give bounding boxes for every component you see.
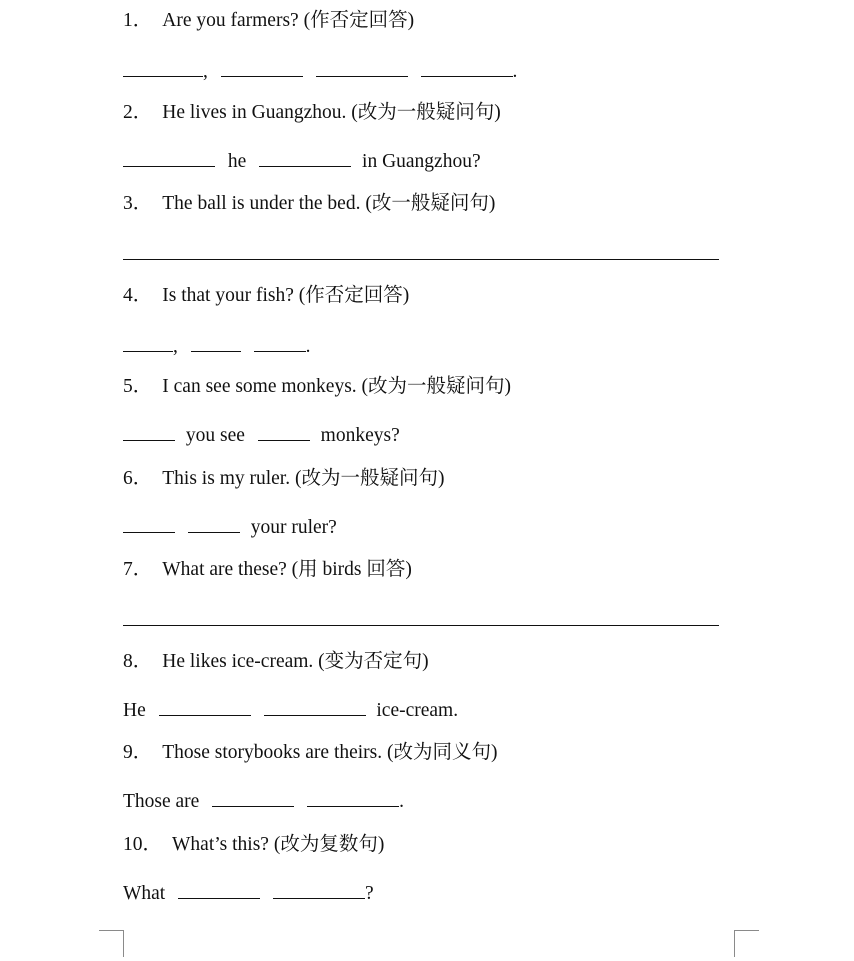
question-text: He lives in Guangzhou. (改为一般疑问句) xyxy=(162,102,501,123)
answer-blank[interactable] xyxy=(159,695,251,716)
answer-blank[interactable] xyxy=(178,878,260,899)
question-9 xyxy=(123,740,498,766)
page-corner-mark-right xyxy=(734,930,759,957)
question-5 xyxy=(123,374,511,400)
answer-word: monkeys? xyxy=(320,425,400,446)
answer-word: He xyxy=(123,700,146,721)
answer-blank[interactable] xyxy=(307,786,399,807)
answer-full-line-3[interactable] xyxy=(123,259,719,260)
question-number: 4． xyxy=(123,285,153,306)
question-text: The ball is under the bed. (改一般疑问句) xyxy=(162,193,496,214)
question-4 xyxy=(123,283,409,309)
answer-blank[interactable] xyxy=(188,512,240,533)
answer-word: Those are xyxy=(123,791,200,812)
answer-line-8 xyxy=(123,695,458,721)
answer-blank[interactable] xyxy=(254,331,306,352)
answer-blank[interactable] xyxy=(123,56,203,77)
answer-word: you see xyxy=(185,425,245,446)
answer-word: your ruler? xyxy=(250,517,337,538)
question-text: This is my ruler. (改为一般疑问句) xyxy=(162,468,445,489)
answer-blank[interactable] xyxy=(258,420,310,441)
question-1 xyxy=(123,8,414,34)
period: . xyxy=(512,61,518,82)
question-text: Is that your fish? (作否定回答) xyxy=(162,285,410,306)
question-number: 1． xyxy=(123,10,153,31)
comma: , xyxy=(173,336,178,357)
answer-word: ice-cream. xyxy=(376,700,459,721)
answer-blank[interactable] xyxy=(316,56,408,77)
answer-word: What xyxy=(123,883,166,904)
answer-line-10 xyxy=(123,878,374,904)
answer-blank[interactable] xyxy=(264,695,366,716)
answer-line-1 xyxy=(123,56,517,82)
answer-blank[interactable] xyxy=(191,331,241,352)
question-8 xyxy=(123,649,429,675)
period: . xyxy=(399,791,404,812)
answer-blank[interactable] xyxy=(221,56,303,77)
answer-blank[interactable] xyxy=(123,331,173,352)
answer-blank[interactable] xyxy=(421,56,513,77)
page-corner-mark-left xyxy=(99,930,124,957)
answer-blank[interactable] xyxy=(123,420,175,441)
answer-blank[interactable] xyxy=(259,146,351,167)
answer-line-5 xyxy=(123,420,400,446)
question-number: 9． xyxy=(123,742,153,763)
question-number: 5． xyxy=(123,376,153,397)
question-3 xyxy=(123,191,495,217)
answer-word: in Guangzhou? xyxy=(362,151,481,172)
answer-line-2 xyxy=(123,146,481,172)
question-text: Are you farmers? (作否定回答) xyxy=(162,10,415,31)
question-text: What’s this? (改为复数句) xyxy=(172,834,385,855)
question-number: 2． xyxy=(123,102,153,123)
question-6 xyxy=(123,466,444,492)
answer-blank[interactable] xyxy=(273,878,365,899)
question-number: 10． xyxy=(123,834,163,855)
comma: , xyxy=(203,61,208,82)
answer-line-9 xyxy=(123,786,404,812)
question-number: 6． xyxy=(123,468,153,489)
question-text: He likes ice-cream. (变为否定句) xyxy=(162,651,429,672)
period: . xyxy=(305,336,311,357)
answer-blank[interactable] xyxy=(123,146,215,167)
answer-full-line-7[interactable] xyxy=(123,625,719,626)
answer-line-4 xyxy=(123,331,311,357)
question-text: Those storybooks are theirs. (改为同义句) xyxy=(162,742,498,763)
answer-line-6 xyxy=(123,512,337,538)
question-7 xyxy=(123,557,412,583)
question-number: 3． xyxy=(123,193,153,214)
question-number: 8． xyxy=(123,651,153,672)
question-number: 7． xyxy=(123,559,153,580)
question-text: What are these? (用 birds 回答) xyxy=(162,559,412,580)
answer-word: he xyxy=(227,151,247,172)
question-10 xyxy=(123,832,384,858)
question-text: I can see some monkeys. (改为一般疑问句) xyxy=(162,376,512,397)
answer-blank[interactable] xyxy=(212,786,294,807)
question-mark: ? xyxy=(364,883,374,904)
answer-blank[interactable] xyxy=(123,512,175,533)
question-2 xyxy=(123,100,501,126)
